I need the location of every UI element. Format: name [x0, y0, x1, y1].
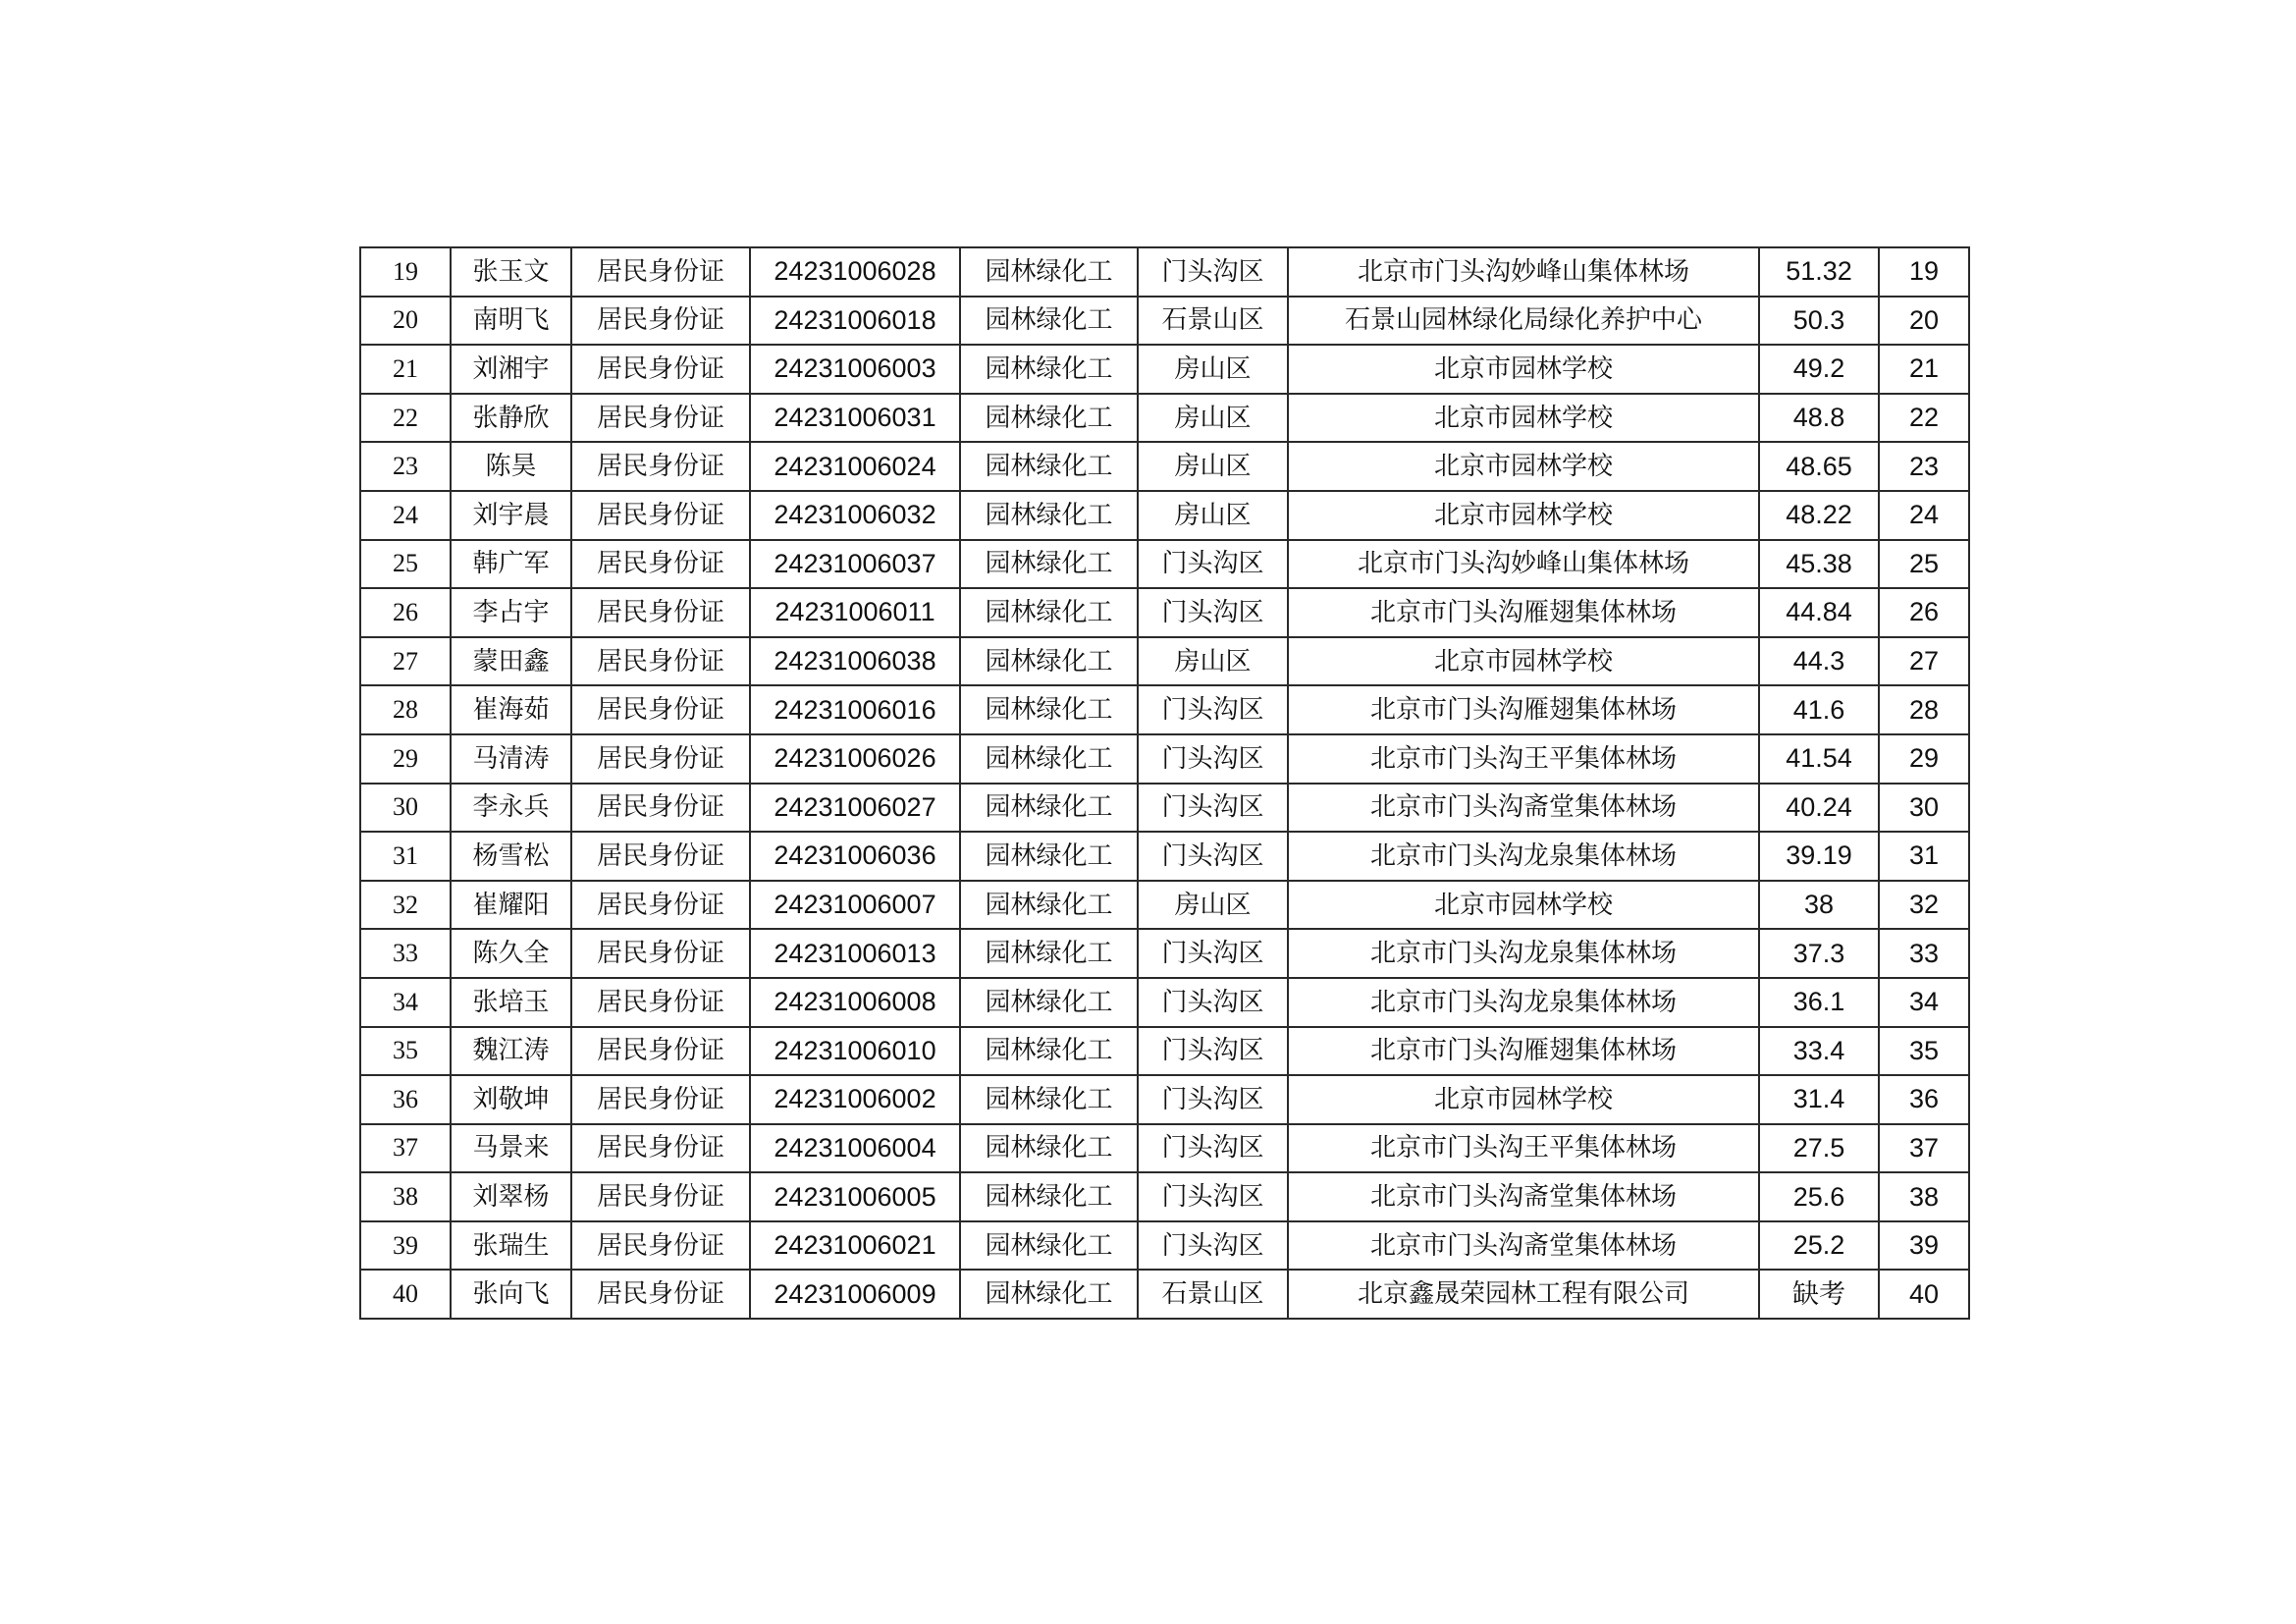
table-row — [360, 1172, 1969, 1221]
cell-exam-number: 24231006007 — [750, 881, 960, 930]
cell-employer: 北京市门头沟雁翅集体林场 — [1288, 685, 1759, 734]
cell-trade: 园林绿化工 — [960, 588, 1138, 637]
cell-employer: 北京市门头沟王平集体林场 — [1288, 734, 1759, 784]
cell-employer: 北京市门头沟龙泉集体林场 — [1288, 832, 1759, 881]
cell-row-number: 22 — [360, 394, 451, 443]
cell-district: 门头沟区 — [1138, 832, 1288, 881]
cell-rank: 28 — [1879, 685, 1969, 734]
cell-trade: 园林绿化工 — [960, 832, 1138, 881]
cell-exam-number: 24231006003 — [750, 345, 960, 394]
cell-exam-number: 24231006032 — [750, 491, 960, 540]
cell-rank: 21 — [1879, 345, 1969, 394]
cell-trade: 园林绿化工 — [960, 1124, 1138, 1173]
cell-district: 门头沟区 — [1138, 1221, 1288, 1271]
cell-name: 马清涛 — [451, 734, 571, 784]
cell-row-number: 23 — [360, 442, 451, 491]
cell-exam-number: 24231006036 — [750, 832, 960, 881]
table-row — [360, 345, 1969, 394]
cell-employer: 北京市门头沟斋堂集体林场 — [1288, 784, 1759, 833]
cell-exam-number: 24231006002 — [750, 1075, 960, 1124]
cell-score: 41.54 — [1759, 734, 1879, 784]
table-row — [360, 1027, 1969, 1076]
cell-score: 25.2 — [1759, 1221, 1879, 1271]
cell-trade: 园林绿化工 — [960, 1027, 1138, 1076]
cell-district: 门头沟区 — [1138, 1075, 1288, 1124]
cell-score: 50.3 — [1759, 297, 1879, 346]
cell-rank: 31 — [1879, 832, 1969, 881]
cell-trade: 园林绿化工 — [960, 1172, 1138, 1221]
cell-district: 门头沟区 — [1138, 1124, 1288, 1173]
cell-id-type: 居民身份证 — [571, 394, 750, 443]
cell-row-number: 36 — [360, 1075, 451, 1124]
cell-id-type: 居民身份证 — [571, 491, 750, 540]
table-row — [360, 685, 1969, 734]
cell-employer: 北京市园林学校 — [1288, 491, 1759, 540]
cell-exam-number: 24231006004 — [750, 1124, 960, 1173]
cell-trade: 园林绿化工 — [960, 247, 1138, 297]
table-row — [360, 540, 1969, 589]
table-row — [360, 247, 1969, 297]
cell-employer: 北京市门头沟雁翅集体林场 — [1288, 1027, 1759, 1076]
cell-employer: 北京市门头沟龙泉集体林场 — [1288, 978, 1759, 1027]
cell-name: 陈昊 — [451, 442, 571, 491]
cell-score: 40.24 — [1759, 784, 1879, 833]
cell-employer: 北京市园林学校 — [1288, 345, 1759, 394]
cell-exam-number: 24231006024 — [750, 442, 960, 491]
cell-trade: 园林绿化工 — [960, 685, 1138, 734]
cell-employer: 北京市园林学校 — [1288, 637, 1759, 686]
table-row — [360, 1075, 1969, 1124]
cell-district: 门头沟区 — [1138, 247, 1288, 297]
cell-id-type: 居民身份证 — [571, 345, 750, 394]
cell-score: 缺考 — [1759, 1270, 1879, 1319]
cell-exam-number: 24231006005 — [750, 1172, 960, 1221]
cell-employer: 北京市园林学校 — [1288, 881, 1759, 930]
cell-rank: 20 — [1879, 297, 1969, 346]
cell-score: 36.1 — [1759, 978, 1879, 1027]
cell-rank: 23 — [1879, 442, 1969, 491]
cell-trade: 园林绿化工 — [960, 491, 1138, 540]
cell-id-type: 居民身份证 — [571, 442, 750, 491]
cell-row-number: 35 — [360, 1027, 451, 1076]
cell-name: 张培玉 — [451, 978, 571, 1027]
cell-trade: 园林绿化工 — [960, 881, 1138, 930]
cell-name: 刘宇晨 — [451, 491, 571, 540]
cell-name: 陈久全 — [451, 929, 571, 978]
cell-rank: 25 — [1879, 540, 1969, 589]
cell-trade: 园林绿化工 — [960, 929, 1138, 978]
cell-rank: 22 — [1879, 394, 1969, 443]
cell-name: 李永兵 — [451, 784, 571, 833]
cell-employer: 北京市门头沟雁翅集体林场 — [1288, 588, 1759, 637]
cell-name: 南明飞 — [451, 297, 571, 346]
cell-district: 门头沟区 — [1138, 540, 1288, 589]
cell-district: 门头沟区 — [1138, 929, 1288, 978]
cell-row-number: 29 — [360, 734, 451, 784]
cell-employer: 石景山园林绿化局绿化养护中心 — [1288, 297, 1759, 346]
cell-score: 44.3 — [1759, 637, 1879, 686]
cell-score: 31.4 — [1759, 1075, 1879, 1124]
cell-row-number: 40 — [360, 1270, 451, 1319]
cell-row-number: 31 — [360, 832, 451, 881]
cell-district: 房山区 — [1138, 345, 1288, 394]
cell-employer: 北京市门头沟斋堂集体林场 — [1288, 1221, 1759, 1271]
cell-id-type: 居民身份证 — [571, 1221, 750, 1271]
cell-id-type: 居民身份证 — [571, 734, 750, 784]
cell-row-number: 27 — [360, 637, 451, 686]
cell-exam-number: 24231006038 — [750, 637, 960, 686]
cell-row-number: 37 — [360, 1124, 451, 1173]
table-row — [360, 734, 1969, 784]
cell-row-number: 28 — [360, 685, 451, 734]
table-row — [360, 394, 1969, 443]
cell-employer: 北京市园林学校 — [1288, 442, 1759, 491]
table-row — [360, 588, 1969, 637]
cell-id-type: 居民身份证 — [571, 784, 750, 833]
cell-name: 李占宇 — [451, 588, 571, 637]
cell-district: 石景山区 — [1138, 1270, 1288, 1319]
cell-rank: 32 — [1879, 881, 1969, 930]
cell-exam-number: 24231006011 — [750, 588, 960, 637]
cell-id-type: 居民身份证 — [571, 1124, 750, 1173]
cell-rank: 37 — [1879, 1124, 1969, 1173]
cell-id-type: 居民身份证 — [571, 1270, 750, 1319]
cell-score: 51.32 — [1759, 247, 1879, 297]
cell-rank: 35 — [1879, 1027, 1969, 1076]
results-table — [359, 246, 1970, 1320]
cell-rank: 36 — [1879, 1075, 1969, 1124]
cell-trade: 园林绿化工 — [960, 637, 1138, 686]
table-row — [360, 1124, 1969, 1173]
cell-rank: 39 — [1879, 1221, 1969, 1271]
table-row — [360, 978, 1969, 1027]
table-body — [360, 247, 1969, 1319]
cell-rank: 33 — [1879, 929, 1969, 978]
cell-district: 门头沟区 — [1138, 1027, 1288, 1076]
cell-employer: 北京市门头沟王平集体林场 — [1288, 1124, 1759, 1173]
cell-id-type: 居民身份证 — [571, 588, 750, 637]
cell-id-type: 居民身份证 — [571, 881, 750, 930]
cell-score: 48.8 — [1759, 394, 1879, 443]
cell-name: 魏江涛 — [451, 1027, 571, 1076]
cell-employer: 北京市门头沟龙泉集体林场 — [1288, 929, 1759, 978]
cell-score: 25.6 — [1759, 1172, 1879, 1221]
cell-row-number: 25 — [360, 540, 451, 589]
cell-exam-number: 24231006027 — [750, 784, 960, 833]
cell-district: 房山区 — [1138, 637, 1288, 686]
cell-id-type: 居民身份证 — [571, 832, 750, 881]
cell-district: 门头沟区 — [1138, 1172, 1288, 1221]
cell-name: 韩广军 — [451, 540, 571, 589]
cell-rank: 40 — [1879, 1270, 1969, 1319]
cell-row-number: 39 — [360, 1221, 451, 1271]
cell-id-type: 居民身份证 — [571, 685, 750, 734]
cell-district: 门头沟区 — [1138, 685, 1288, 734]
cell-id-type: 居民身份证 — [571, 1075, 750, 1124]
cell-exam-number: 24231006021 — [750, 1221, 960, 1271]
table-row — [360, 784, 1969, 833]
cell-exam-number: 24231006013 — [750, 929, 960, 978]
cell-exam-number: 24231006008 — [750, 978, 960, 1027]
cell-district: 石景山区 — [1138, 297, 1288, 346]
cell-id-type: 居民身份证 — [571, 297, 750, 346]
cell-name: 张静欣 — [451, 394, 571, 443]
cell-district: 门头沟区 — [1138, 978, 1288, 1027]
cell-name: 蒙田鑫 — [451, 637, 571, 686]
table-row — [360, 881, 1969, 930]
table-row — [360, 442, 1969, 491]
cell-rank: 34 — [1879, 978, 1969, 1027]
cell-id-type: 居民身份证 — [571, 929, 750, 978]
cell-district: 门头沟区 — [1138, 784, 1288, 833]
cell-name: 张向飞 — [451, 1270, 571, 1319]
cell-trade: 园林绿化工 — [960, 297, 1138, 346]
cell-employer: 北京市门头沟妙峰山集体林场 — [1288, 540, 1759, 589]
cell-rank: 30 — [1879, 784, 1969, 833]
table-row — [360, 491, 1969, 540]
cell-name: 刘翠杨 — [451, 1172, 571, 1221]
cell-exam-number: 24231006031 — [750, 394, 960, 443]
cell-score: 37.3 — [1759, 929, 1879, 978]
cell-trade: 园林绿化工 — [960, 394, 1138, 443]
cell-name: 杨雪松 — [451, 832, 571, 881]
cell-rank: 26 — [1879, 588, 1969, 637]
table-row — [360, 1270, 1969, 1319]
cell-score: 33.4 — [1759, 1027, 1879, 1076]
cell-score: 48.65 — [1759, 442, 1879, 491]
cell-trade: 园林绿化工 — [960, 345, 1138, 394]
table-row — [360, 1221, 1969, 1271]
cell-employer: 北京市园林学校 — [1288, 1075, 1759, 1124]
cell-row-number: 20 — [360, 297, 451, 346]
cell-district: 门头沟区 — [1138, 588, 1288, 637]
cell-name: 马景来 — [451, 1124, 571, 1173]
cell-rank: 27 — [1879, 637, 1969, 686]
cell-score: 39.19 — [1759, 832, 1879, 881]
cell-employer: 北京市门头沟妙峰山集体林场 — [1288, 247, 1759, 297]
cell-id-type: 居民身份证 — [571, 637, 750, 686]
cell-employer: 北京鑫晟荣园林工程有限公司 — [1288, 1270, 1759, 1319]
cell-name: 刘敬坤 — [451, 1075, 571, 1124]
cell-trade: 园林绿化工 — [960, 1221, 1138, 1271]
cell-name: 崔耀阳 — [451, 881, 571, 930]
cell-id-type: 居民身份证 — [571, 1027, 750, 1076]
cell-rank: 24 — [1879, 491, 1969, 540]
cell-trade: 园林绿化工 — [960, 1075, 1138, 1124]
cell-exam-number: 24231006009 — [750, 1270, 960, 1319]
cell-exam-number: 24231006028 — [750, 247, 960, 297]
cell-id-type: 居民身份证 — [571, 1172, 750, 1221]
cell-score: 48.22 — [1759, 491, 1879, 540]
table-row — [360, 832, 1969, 881]
cell-district: 门头沟区 — [1138, 734, 1288, 784]
cell-score: 27.5 — [1759, 1124, 1879, 1173]
cell-exam-number: 24231006010 — [750, 1027, 960, 1076]
cell-exam-number: 24231006026 — [750, 734, 960, 784]
cell-row-number: 38 — [360, 1172, 451, 1221]
cell-name: 崔海茹 — [451, 685, 571, 734]
cell-district: 房山区 — [1138, 442, 1288, 491]
cell-trade: 园林绿化工 — [960, 1270, 1138, 1319]
cell-rank: 38 — [1879, 1172, 1969, 1221]
cell-score: 45.38 — [1759, 540, 1879, 589]
cell-row-number: 26 — [360, 588, 451, 637]
cell-trade: 园林绿化工 — [960, 978, 1138, 1027]
cell-name: 张玉文 — [451, 247, 571, 297]
cell-district: 房山区 — [1138, 881, 1288, 930]
cell-name: 刘湘宇 — [451, 345, 571, 394]
cell-row-number: 33 — [360, 929, 451, 978]
cell-score: 41.6 — [1759, 685, 1879, 734]
cell-exam-number: 24231006018 — [750, 297, 960, 346]
cell-exam-number: 24231006016 — [750, 685, 960, 734]
cell-row-number: 32 — [360, 881, 451, 930]
cell-score: 49.2 — [1759, 345, 1879, 394]
cell-name: 张瑞生 — [451, 1221, 571, 1271]
table-row — [360, 929, 1969, 978]
cell-trade: 园林绿化工 — [960, 540, 1138, 589]
cell-score: 44.84 — [1759, 588, 1879, 637]
cell-rank: 29 — [1879, 734, 1969, 784]
cell-rank: 19 — [1879, 247, 1969, 297]
cell-exam-number: 24231006037 — [750, 540, 960, 589]
cell-employer: 北京市门头沟斋堂集体林场 — [1288, 1172, 1759, 1221]
cell-id-type: 居民身份证 — [571, 978, 750, 1027]
cell-trade: 园林绿化工 — [960, 734, 1138, 784]
cell-district: 房山区 — [1138, 394, 1288, 443]
table-row — [360, 297, 1969, 346]
cell-district: 房山区 — [1138, 491, 1288, 540]
cell-trade: 园林绿化工 — [960, 784, 1138, 833]
cell-employer: 北京市园林学校 — [1288, 394, 1759, 443]
cell-row-number: 19 — [360, 247, 451, 297]
cell-row-number: 30 — [360, 784, 451, 833]
cell-row-number: 21 — [360, 345, 451, 394]
cell-id-type: 居民身份证 — [571, 540, 750, 589]
cell-row-number: 24 — [360, 491, 451, 540]
cell-row-number: 34 — [360, 978, 451, 1027]
table-row — [360, 637, 1969, 686]
cell-trade: 园林绿化工 — [960, 442, 1138, 491]
cell-score: 38 — [1759, 881, 1879, 930]
cell-id-type: 居民身份证 — [571, 247, 750, 297]
